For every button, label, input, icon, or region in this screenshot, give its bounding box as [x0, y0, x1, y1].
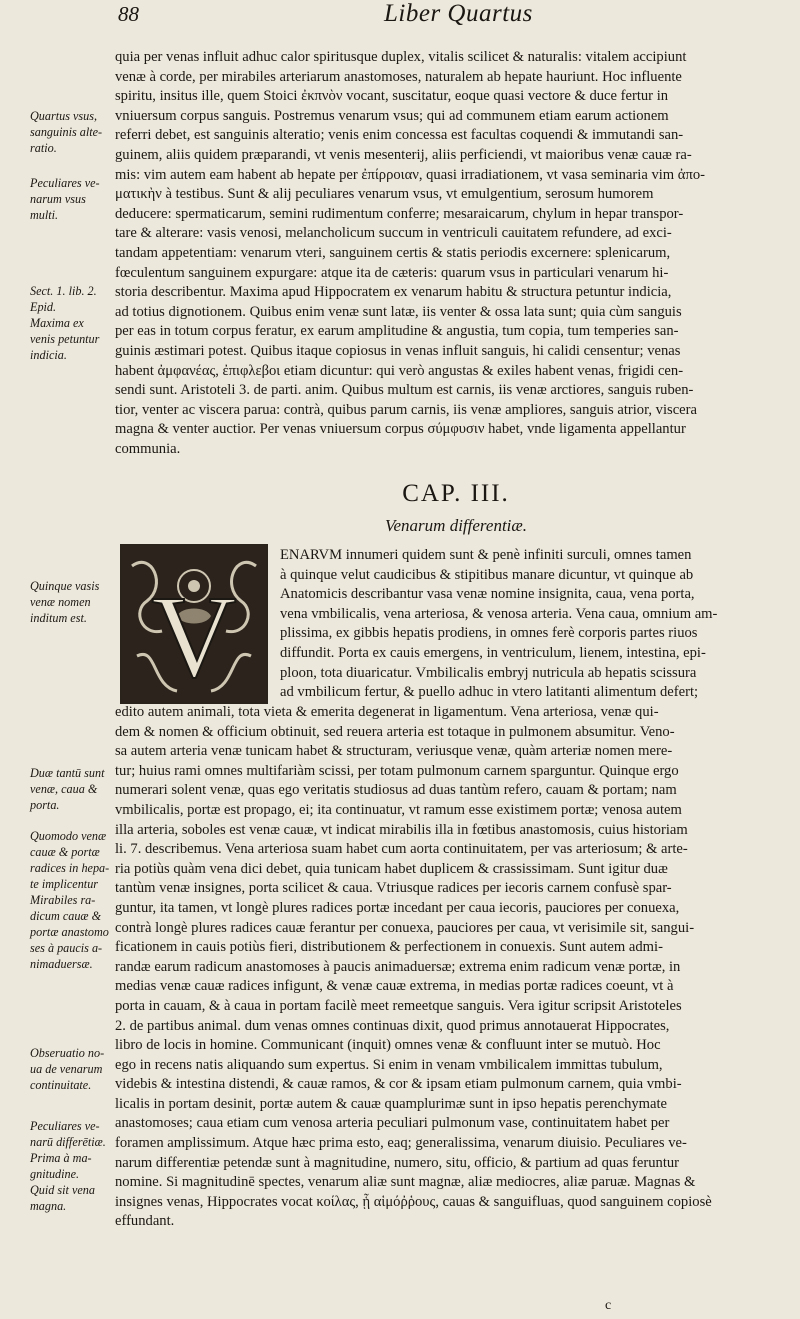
- margin-note: [30, 1045, 114, 1093]
- top-paragraph: [115, 48, 797, 459]
- margin-note-line: Prima à ma-: [30, 1151, 92, 1165]
- margin-note-line: Epid.: [30, 300, 57, 314]
- text-line: tior, venter ac viscera parua: contrà, quibus parum carnis, iis venæ ampliores, sanguis atrior, viscera: [115, 401, 697, 418]
- text-line: guinem, aliis quidem præparandi, vt venis mesenterij, aliis perficiendi, vt maioribus venæ cauæ ra-: [115, 146, 692, 163]
- text-line: mis: vim autem eam habent ab hepate per ἐπίρροιαν, quasi irradiationem, vt vasa seminaria vim ἀπο-: [115, 166, 705, 183]
- text-line: storia describentur. Maxima apud Hippocratem ex venarum habitu & structura petuntur indicia,: [115, 284, 672, 301]
- chapter-heading: CAP. III.: [402, 480, 510, 507]
- margin-note-line: venis petuntur: [30, 332, 100, 346]
- margin-note-line: portæ anastomo: [30, 925, 109, 939]
- text-line: vniuersum corpus sanguis. Postremus venarum vsus; qui ad communem etiam earum actionem: [115, 107, 669, 124]
- text-line: per eas in totum corpus feratur, ex earum amplitudine & angustia, tum copia, tum temperies san-: [115, 323, 679, 340]
- running-head: Liber Quartus: [384, 0, 533, 27]
- text-line: libro de locis in homine. Communicant (inquit) omnes venæ & confluunt inter se mutuò. Hoc: [115, 1037, 661, 1054]
- margin-note-line: ua de venarum: [30, 1062, 103, 1076]
- text-line: magna & venter auctior. Per venas vniuersum corpus σύμφυσιν habet, vnde ligamenta appellantur: [115, 421, 686, 438]
- margin-note: [30, 283, 114, 363]
- chapter-paragraph-opening: [280, 546, 797, 703]
- margin-note: [30, 578, 114, 626]
- text-line: guntur, ita tamen, vt longè plures radices portæ incedant per caua iecoris, pauciores per conuexa,: [115, 899, 680, 916]
- margin-note-line: narum vsus: [30, 192, 86, 206]
- margin-note: [30, 1118, 114, 1214]
- text-line: diffundit. Porta ex cauis emergens, in ventriculum, lienem, intestina, epi-: [280, 644, 706, 661]
- text-line: anastomoses; caua etiam cum venosa arteria peculiari pulmonum vase, continuitatem habet per: [115, 1115, 670, 1132]
- margin-note-line: Quomodo venæ: [30, 829, 107, 843]
- chapter-subtitle: Venarum differentiæ.: [385, 516, 527, 535]
- margin-note-line: Sect. 1. lib. 2.: [30, 284, 97, 298]
- text-line: ego in recens natis aliquando sum expertus. Si enim in venam vmbilicalem immittas tubulum,: [115, 1056, 663, 1073]
- margin-note-line: cauæ & portæ: [30, 845, 100, 859]
- text-line: ad vmbilicum fertur, & puello adhuc in vtero latitanti alimentum defert;: [280, 684, 699, 701]
- text-line: spiritu, insitus ille, quem Stoici ἐκπνὸν vocant, suscitatur, eoque quasi vectore & duce fertur in: [115, 88, 669, 105]
- chapter-paragraph-body: [115, 703, 797, 1232]
- margin-note-line: dicum cauæ &: [30, 909, 102, 923]
- margin-note-line: inditum est.: [30, 611, 87, 625]
- text-line: tandam appetentiam: venarum vteri, sanguinem certis & statis periodis excernere: splenicarum,: [115, 244, 671, 261]
- text-line: tare & alterare: vasis venosi, melancholicum succum in ventriculi cauitatem refundere, ad exci-: [115, 225, 672, 242]
- margin-note-line: indicia.: [30, 348, 67, 362]
- text-line: dem & nomen & officium obtinuit, sed reuera arteria est totaque in pulmonem absumitur. Veno-: [115, 723, 675, 740]
- margin-note: [30, 828, 114, 972]
- text-line: licalis in portam desinit, portæ autem & cauæ quamplurimæ sunt in ipso hepatis perenchymate: [115, 1095, 668, 1112]
- margin-note-line: Mirabiles ra-: [30, 893, 96, 907]
- margin-note-line: gnitudine.: [30, 1167, 80, 1181]
- text-line: effundant.: [115, 1213, 175, 1230]
- text-line: tantùm venæ insignes, porta scilicet & caua. Vtriusque radices per iecoris carnem confusè spar-: [115, 880, 672, 897]
- text-line: communia.: [115, 440, 181, 457]
- decorated-initial-ornament: [122, 546, 266, 702]
- text-line: ploon, tota diuaricatur. Vmbilicalis embryj nutricula ab hepatis scissura: [280, 664, 697, 681]
- text-line: nomine. Si magnitudinē spectes, venarum aliæ sunt magnæ, aliæ mediocres, aliæ paruæ. Magnas &: [115, 1174, 696, 1191]
- margin-note-line: continuitate.: [30, 1078, 92, 1092]
- page-number: 88: [118, 2, 139, 26]
- margin-note: [30, 175, 114, 223]
- text-line: Anatomicis describantur vasa venæ nomine insignita, caua, vena porta,: [280, 586, 695, 603]
- text-line: foramen amplissimum. Atque hæc prima esto, eaq; generalissima, venarum diuisio. Peculiares ve-: [115, 1135, 687, 1152]
- text-line: guinis æstimari potest. Quibus itaque copiosus in venas influit sanguis, hi calidi censentur; venas: [115, 342, 681, 359]
- text-line: tur; huius rami omnes multifariàm scissi, per totam pulmonum carnem sparguntur. Quinque ergo: [115, 762, 679, 779]
- text-line: plissima, ex gibbis hepatis prodiens, in omnes ferè corporis partes riuos: [280, 625, 698, 642]
- text-line: fœculentum sanguinem expurgare: atque ita de cæteris: quarum vsus in particulari venarum hi-: [115, 264, 669, 281]
- initial-glyph: V: [151, 571, 237, 702]
- text-line: insignes venas, Hippocrates vocat κοίλας, ᾗ αἱμόῤῥους, cauas & sanguifluas, quod sanguinem copiosè: [115, 1193, 712, 1210]
- text-line: porta in cauam, & à caua in portam facilè meet remeetque sanguis. Vera igitur scripsit Aristoteles: [115, 997, 682, 1014]
- margin-note: [30, 765, 114, 813]
- text-line: ficationem in cauis potiùs fieri, distributionem & perfectionem in conuexis. Sunt autem admi-: [115, 939, 663, 956]
- margin-note-line: ratio.: [30, 141, 57, 155]
- margin-note-line: sanguinis alte-: [30, 125, 103, 139]
- signature-mark: c: [605, 1298, 612, 1313]
- text-line: narum differentiæ petendæ sunt à magnitudine, numero, situ, officio, & partium ad quas feruntur: [115, 1154, 680, 1171]
- margin-note-line: Obseruatio no-: [30, 1046, 105, 1060]
- margin-note-line: Duæ tantū sunt: [30, 766, 105, 780]
- text-line: 2. de partibus animal. dum venas omnes continuas dixit, quod primus annotauerat Hippocrates,: [115, 1017, 670, 1034]
- text-line: randæ earum radicum anastomoses à paucis animaduersæ; extrema enim radicum venæ portæ, in: [115, 958, 681, 975]
- decorated-initial-letter: [120, 544, 268, 704]
- margin-note-line: Quid sit vena: [30, 1183, 95, 1197]
- text-line: li. 7. describemus. Vena arteriosa suam habet cum aorta continuitatem, per vas arteriosum; & arte-: [115, 841, 688, 858]
- text-line: quia per venas influit adhuc calor spiritusque duplex, vitalis scilicet & naturalis: vitalem accipiunt: [115, 49, 687, 65]
- text-line: edito autem animali, tota vieta & emerita degenerat in ligamentum. Vena arteriosa, venæ qui-: [115, 704, 659, 720]
- margin-note-line: venæ nomen: [30, 595, 91, 609]
- text-line: referri debet, est sanguinis alteratio; venis enim concessa est facultas coquendi & immutandi san-: [115, 127, 684, 144]
- text-line: à quinque velut caudicibus & stipitibus manare dicuntur, vt quinque ab: [280, 566, 694, 583]
- text-line: vena vmbilicalis, vena arteriosa, & venosa arteria. Vena caua, omnium am-: [280, 605, 718, 622]
- text-line: vmbilicalis, portæ est propago, ei; ita continuatur, vt ramum esse existimem portæ; venosa autem: [115, 801, 682, 818]
- text-line: illa arteria, soboles est venæ cauæ, vt indicat mirabilis illa in fœtibus anastomosis, cuius historiam: [115, 821, 688, 838]
- text-line: medias venæ cauæ radices infigunt, & venæ cauæ extrema, in medias portæ radices coeunt, vt à: [115, 978, 674, 995]
- margin-note-line: Peculiares ve-: [30, 176, 100, 190]
- margin-note-line: porta.: [30, 798, 60, 812]
- margin-note-line: Peculiares ve-: [30, 1119, 100, 1133]
- margin-note-line: magna.: [30, 1199, 67, 1213]
- text-line: numerari solent venæ, quas ego veritatis studiosus ad duas tantùm refero, cauam & portam; nam: [115, 782, 677, 799]
- text-line: ria potiùs quàm vena dici debet, quia tunicam habet duplicem & crassissimam. Sunt igitur duæ: [115, 860, 668, 877]
- text-line: sa autem arteria venæ tunicam habet & structuram, veriusque venæ, quàm arteriæ nomen mere-: [115, 743, 673, 760]
- margin-note-line: Quartus vsus,: [30, 109, 98, 123]
- text-line: contrà longè plures radices cauæ ferantur per conuexa, pauciores per caua, vt verisimile sit, sangui-: [115, 919, 695, 936]
- margin-note-line: venæ, caua &: [30, 782, 98, 796]
- text-line: venæ à corde, per mirabiles arteriarum anastomoses, naturalem ab hepate hauriunt. Hoc influente: [115, 68, 682, 85]
- text-line: ENARVM innumeri quidem sunt & penè infiniti surculi, omnes tamen: [280, 547, 692, 563]
- text-line: sendi sunt. Aristoteli 3. de parti. anim. Quibus multum est carnis, iis venæ arctiores, sanguis ruben-: [115, 382, 694, 399]
- margin-note-line: Quinque vasis: [30, 579, 100, 593]
- margin-note-line: te implicentur: [30, 877, 99, 891]
- margin-note-line: Maxima ex: [30, 316, 84, 330]
- margin-note-line: ses à paucis a-: [30, 941, 103, 955]
- text-line: habent ἀμφανέας, ἐπιφλεβοι etiam dicuntur: qui verò angustas & exiles habent venas, frigidi cen-: [115, 362, 684, 379]
- text-line: ad totius dignotionem. Quibus enim venæ sunt latæ, iis venter & ossa lata sunt; quia cùm sanguis: [115, 303, 682, 320]
- text-line: deducere: spermaticarum, semini rudimentum conferre; mesaraicarum, chylum in hepar transpor-: [115, 205, 684, 222]
- margin-note-line: narū differētiæ.: [30, 1135, 106, 1149]
- margin-note-line: nimaduersæ.: [30, 957, 93, 971]
- text-line: ματικὴν à testibus. Sunt & alij peculiares venarum vsus, vt emulgentium, serosum humorem: [115, 186, 654, 203]
- margin-note-line: radices in hepa-: [30, 861, 110, 875]
- margin-note-line: multi.: [30, 208, 59, 222]
- margin-note: [30, 108, 114, 156]
- text-line: videbis & intestina distendi, & cauæ ramos, & cor & ipsam etiam pulmonum carnem, quia vmbi-: [115, 1076, 682, 1093]
